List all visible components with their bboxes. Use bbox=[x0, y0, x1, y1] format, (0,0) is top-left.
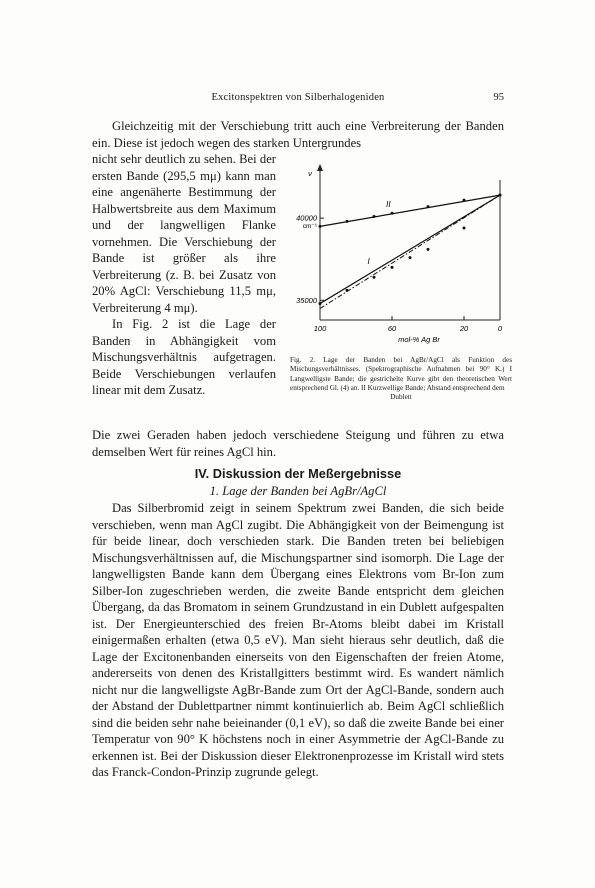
data-point-0-5 bbox=[463, 199, 466, 202]
subsection-title: 1. Lage der Banden bei AgBr/AgCl bbox=[209, 484, 387, 498]
data-point-1-0 bbox=[319, 302, 322, 305]
x-tick-label-0: 100 bbox=[313, 324, 327, 333]
paragraph-broadening: Gleichzeitig mit der Verschiebung tritt auch eine Verbreiterung der Banden ein. Diese ist jedoch wegen des starken Untergrundes bbox=[92, 119, 504, 150]
x-tick-label-2: 20 bbox=[459, 324, 469, 333]
data-point-0-1 bbox=[346, 220, 349, 223]
chart-axes bbox=[317, 164, 500, 320]
x-tick-label-3: 0 bbox=[497, 324, 503, 333]
y-tick-label-1: 35000 bbox=[296, 295, 317, 305]
data-point-1-5 bbox=[427, 248, 430, 251]
y-arrow-label: ν bbox=[308, 169, 312, 178]
chart-labels bbox=[296, 169, 503, 344]
series-label-0: II bbox=[386, 200, 391, 210]
figure-2-chart bbox=[286, 160, 518, 360]
data-point-0-2 bbox=[373, 215, 376, 218]
figure-caption bbox=[290, 356, 512, 402]
data-point-0-0 bbox=[319, 225, 322, 228]
paragraph-discussion: Das Silberbromid zeigt in seinem Spektrum zwei Banden, die sich beide verschieben, wenn man AgCl zugibt. Die Abhängigkeit von der Beimengung ist für beide linear, doch verschieden stark. Die Banden treten bei beliebigen Mischungsverhältnissen auf, die Mischungspartner sind isomorph. Die Lage der langwelligsten Bande kann dem Übergang eines Elektrons vom Br-Ion zum Silber-Ion zugeschrieben werden, die zweite Bande entspricht dem gleichen Übergang, da das Bromatom in seinem Grundzustand in ein Dublett aufgespalten ist. Der Energieunterschied des freien Br-Atoms bleibt dabei im Kristall einigermaßen erhalten (etwa 0,5 eV). Man sieht hieraus sehr deutlich, daß die Lage der Excitonenbanden einerseits von den Eigenschaften der freien Atome, andererseits von denen des Kristallgitters bestimmt wird. Es wandert nämlich nicht nur die langwelligste AgBr-Bande zum Ort der AgCl-Bande, sondern auch der Abstand der Dublettpartner nimmt kontinuierlich ab. Beim AgCl schließlich sind die beiden sehr nahe beieinander (0,1 eV), so daß die zweite Bande bei einer Temperatur von 90° K höchstens noch in einer Asymmetrie der AgCl-Bande zu erkennen ist. Bei der Diskussion dieser Elektronenprozesse im Kristall wird stets das Franck-Condon-Prinzip zugrunde gelegt. bbox=[92, 501, 504, 779]
series-line-1 bbox=[320, 195, 500, 303]
figure-caption-text: Fig. 2. Lage der Banden bei AgBr/AgCl als Funktion des Mischungsverhältnisses. (Spektrographische Aufnahmen bei 90° K.) I Langwelligste Bande; die gestrichelte Kurve gibt den theoretischen Wert entsprechend Gl. (4) an. II Kurzwellige Bande; Abstand entsprechend dem bbox=[290, 356, 512, 392]
paragraph-halfwidth: nicht sehr deutlich zu sehen. Bei der ersten Bande (295,5 mμ) kann man eine angenäherte Bestimmung der Halbwertsbreite aus dem Maximum und der langwelligen Flanke vornehmen. Die Verschiebung der Bande ist größer als ihre Verbreiterung (z. B. bei Zusatz von 20% AgCl: Verschiebung 11,5 mμ, Verbreiterung 4 mμ). bbox=[92, 152, 276, 315]
series-label-1: I bbox=[367, 257, 370, 267]
data-point-1-6 bbox=[463, 227, 466, 230]
x-tick-label-1: 60 bbox=[387, 324, 397, 333]
running-title: Excitonspektren von Silberhalogeniden bbox=[211, 92, 385, 103]
y-tick-label-0: 40000 bbox=[296, 213, 317, 223]
paragraph-two-lines: Die zwei Geraden haben jedoch verschiedene Steigung und führen zu etwa demselben Wert für reines AgCl hin. bbox=[92, 428, 504, 459]
paragraph-fig-reference: In Fig. 2 ist die Lage der Banden in Abhängigkeit vom Mischungsverhältnis aufgetragen. Beide Verschiebungen verlaufen linear mit dem Zusatz. bbox=[92, 317, 276, 397]
data-point-1-3 bbox=[391, 266, 394, 269]
wrapped-text-column bbox=[92, 151, 276, 399]
x-axis-label: mol-% Ag Br bbox=[398, 335, 440, 344]
section-title: IV. Diskussion der Meßergebnisse bbox=[194, 466, 402, 481]
chart-series bbox=[319, 194, 502, 309]
y-axis-arrowhead bbox=[317, 164, 323, 171]
data-point-1-2 bbox=[373, 276, 376, 279]
data-point-0-4 bbox=[427, 205, 430, 208]
data-point-1-4 bbox=[409, 256, 412, 259]
data-point-0-3 bbox=[391, 212, 394, 215]
figure-caption-last-line: Dublett bbox=[390, 393, 412, 402]
y-axis-unit: cm⁻¹ bbox=[302, 223, 317, 231]
series-line-2 bbox=[320, 195, 500, 308]
page-number: 95 bbox=[493, 92, 504, 103]
